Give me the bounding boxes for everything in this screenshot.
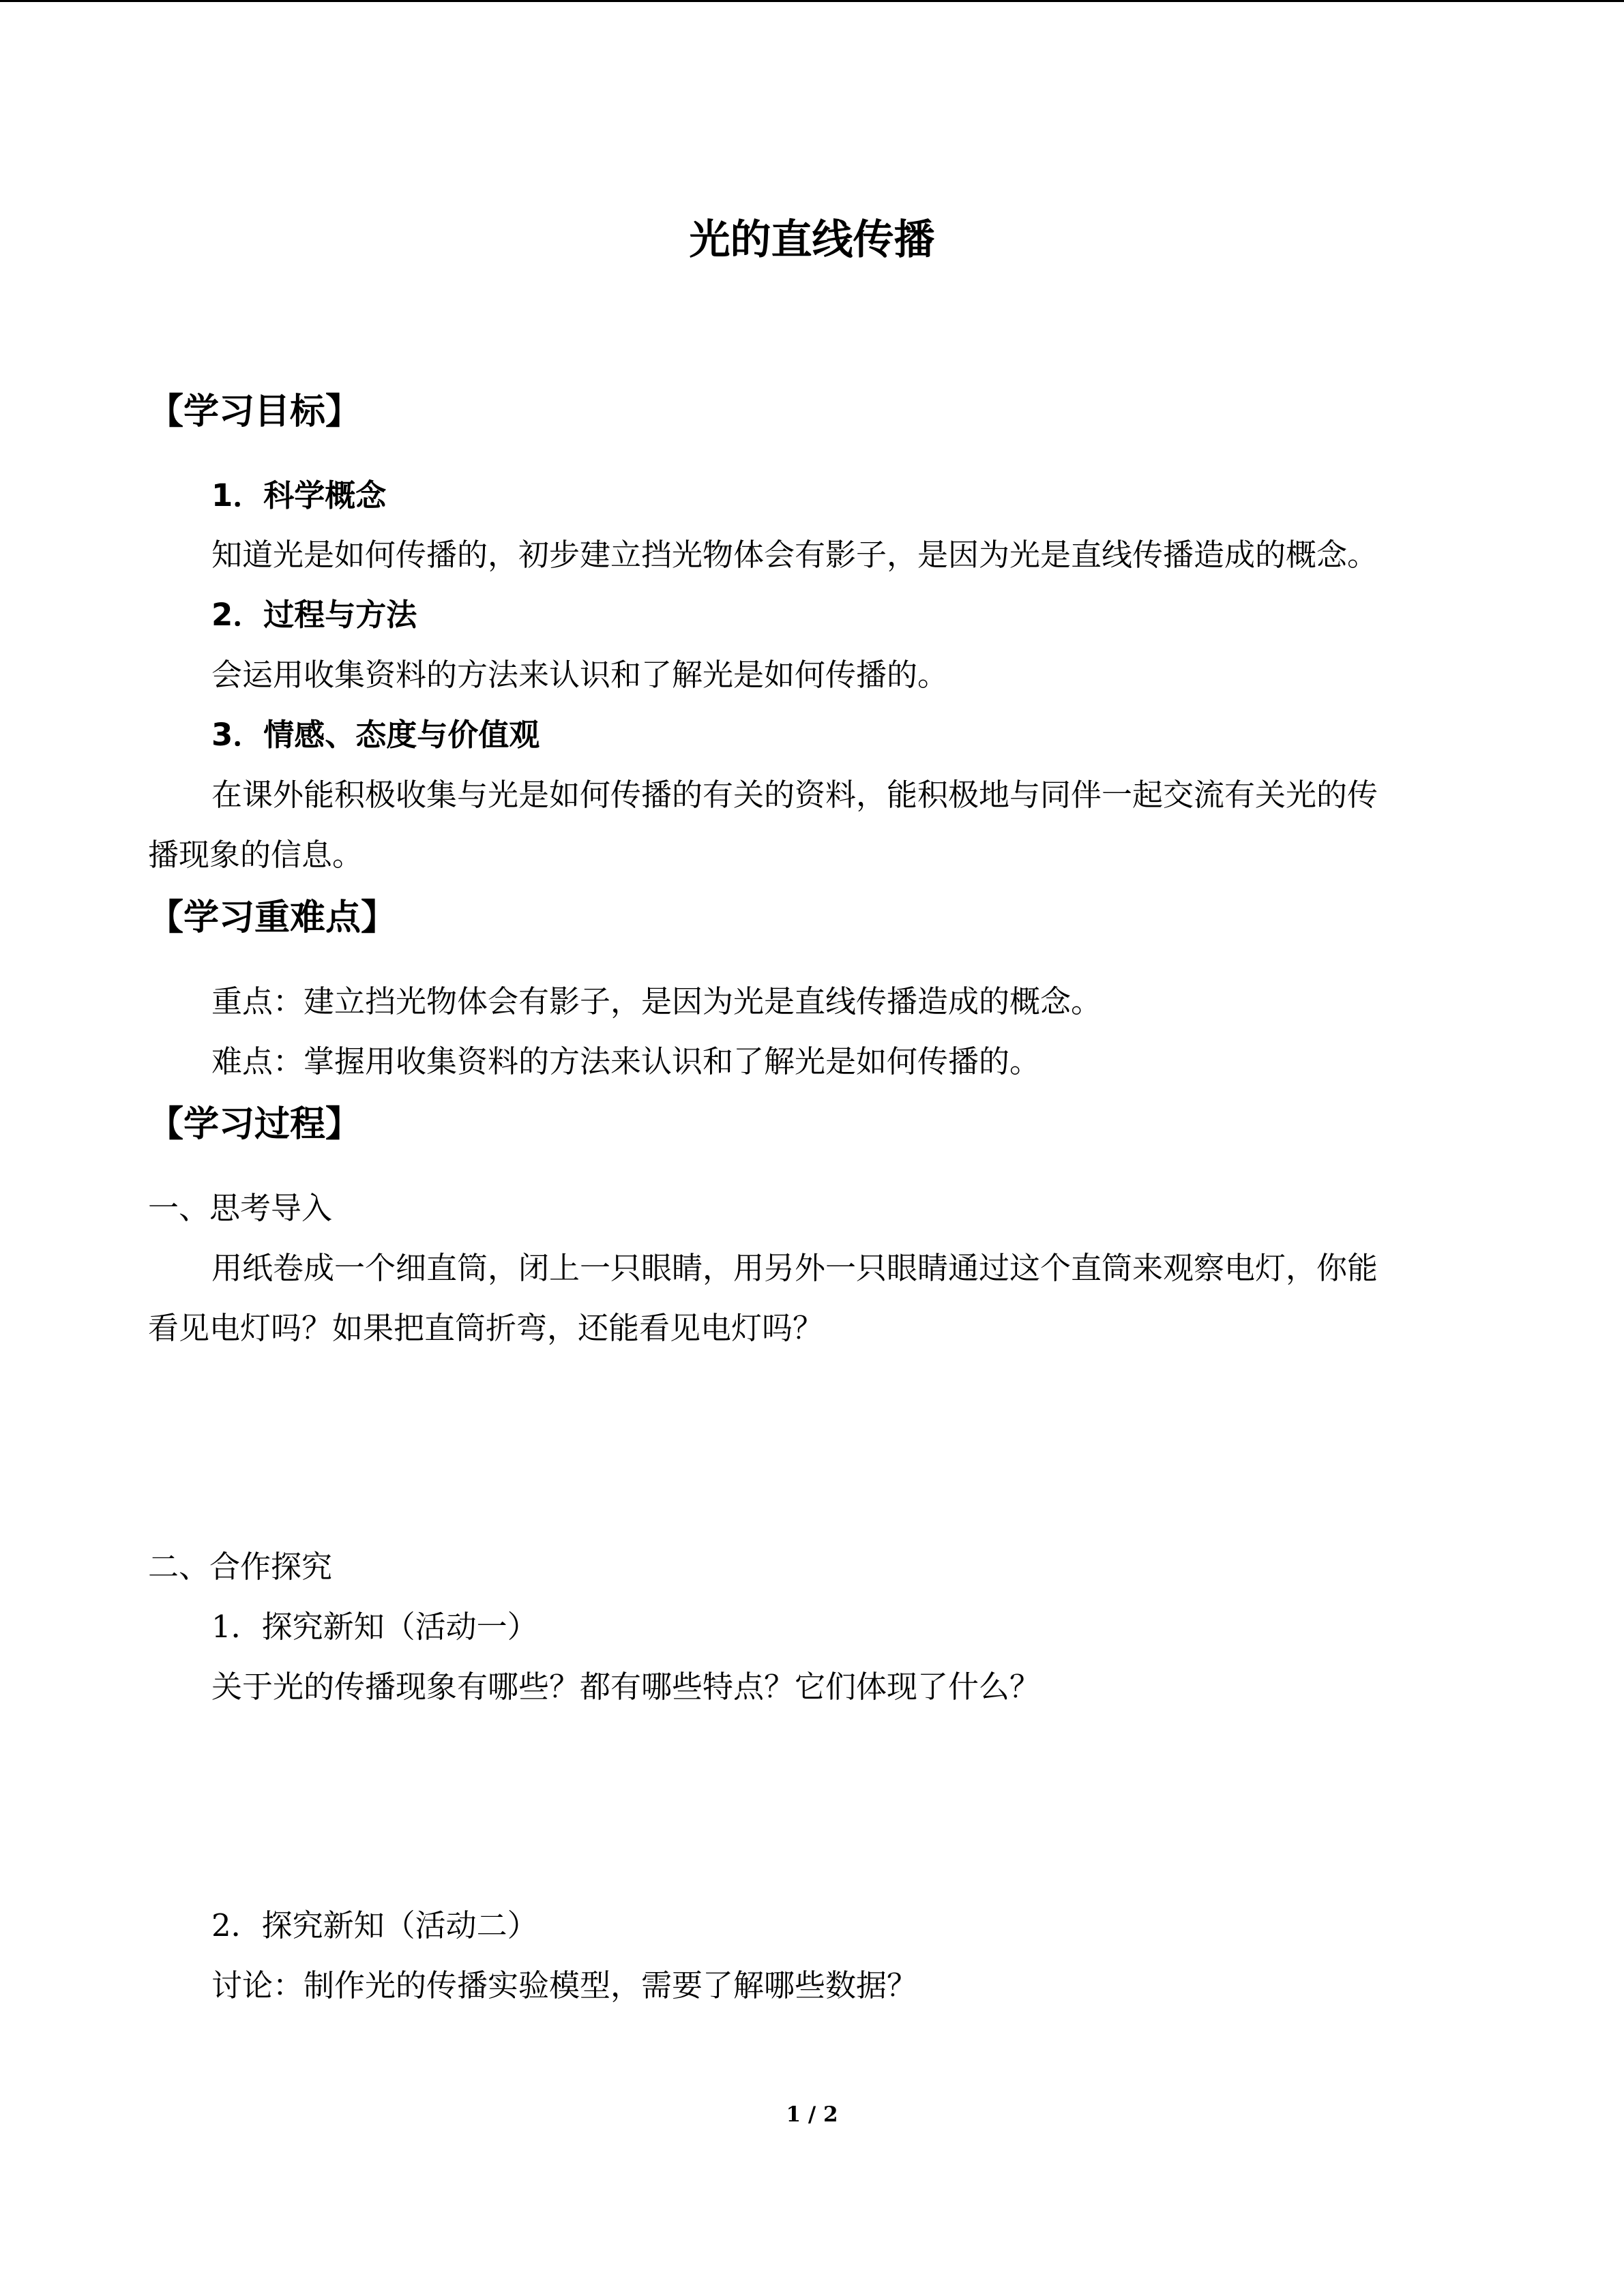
page-title: 光的直线传播 xyxy=(689,216,935,264)
section-heading-goals: 【学习目标】 xyxy=(148,391,361,432)
goal-3-text-line-2: 播现象的信息。 xyxy=(148,837,364,873)
part-2-heading: 二、合作探究 xyxy=(148,1549,333,1585)
goal-2-text: 会运用收集资料的方法来认识和了解光是如何传播的。 xyxy=(211,657,949,693)
goal-3-text-line-1: 在课外能积极收集与光是如何传播的有关的资料，能积极地与同伴一起交流有关光的传 xyxy=(211,777,1378,813)
goal-1-text: 知道光是如何传播的，初步建立挡光物体会有影子，是因为光是直线传播造成的概念。 xyxy=(211,537,1378,573)
top-border-line xyxy=(0,0,1624,2)
section-heading-process: 【学习过程】 xyxy=(148,1104,361,1145)
page-number: 1 / 2 xyxy=(786,2102,838,2127)
goal-3-heading: 3．情感、态度与价值观 xyxy=(211,717,540,753)
key-point-focus: 重点：建立挡光物体会有影子，是因为光是直线传播造成的概念。 xyxy=(211,983,1102,1019)
part-1-text-line-2: 看见电灯吗？如果把直筒折弯，还能看见电灯吗？ xyxy=(148,1310,824,1346)
key-point-difficulty: 难点：掌握用收集资料的方法来认识和了解光是如何传播的。 xyxy=(211,1043,1041,1079)
activity-1-heading: 1．探究新知（活动一） xyxy=(211,1609,538,1645)
part-1-text-line-1: 用纸卷成一个细直筒，闭上一只眼睛，用另外一只眼睛通过这个直筒来观察电灯，你能 xyxy=(211,1250,1378,1286)
activity-2-heading: 2．探究新知（活动二） xyxy=(211,1907,538,1943)
section-heading-key-points: 【学习重难点】 xyxy=(148,897,397,938)
goal-1-heading: 1．科学概念 xyxy=(211,477,387,513)
activity-1-text: 关于光的传播现象有哪些？都有哪些特点？它们体现了什么？ xyxy=(211,1669,1041,1705)
part-1-heading: 一、思考导入 xyxy=(148,1190,333,1226)
activity-2-text: 讨论：制作光的传播实验模型，需要了解哪些数据？ xyxy=(211,1967,918,2003)
goal-2-heading: 2．过程与方法 xyxy=(211,597,417,633)
